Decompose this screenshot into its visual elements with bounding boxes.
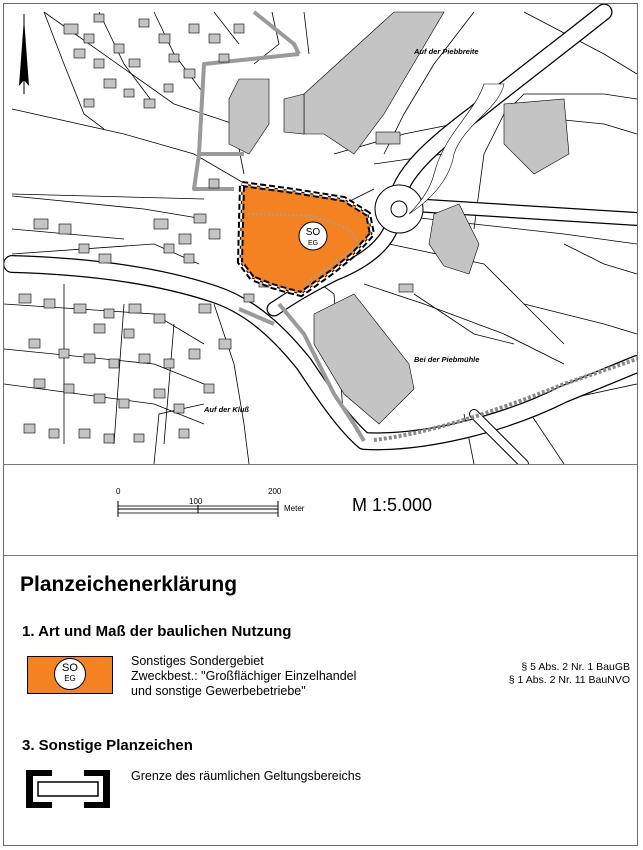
legal-ref-baugb: § 5 Abs. 2 Nr. 1 BauGB	[521, 661, 630, 673]
scale-tick-200: 200	[268, 487, 282, 496]
so-description-line-1: Sonstiges Sondergebiet	[131, 654, 264, 668]
legend-section-3-heading: 3. Sonstige Planzeichen	[22, 737, 193, 754]
scale-unit: Meter	[284, 504, 305, 513]
legal-references	[509, 661, 630, 687]
scale-tick-0: 0	[116, 487, 121, 496]
boundary-symbol	[24, 768, 112, 810]
boundary-description: Grenze des räumlichen Geltungsbereichs	[131, 769, 361, 783]
street-label-piebbreite: Auf der Piebbreite	[414, 47, 479, 56]
site-map	[4, 4, 637, 465]
street-label-piebmuehle: Bei der Piebmühle	[414, 355, 480, 364]
so-description-line-2: Zweckbest.: "Großflächiger Einzelhandel	[131, 669, 357, 683]
zone-marker-so: SO	[305, 227, 321, 238]
so-description-line-3: und sonstige Gewerbebetriebe"	[131, 684, 306, 698]
so-description	[131, 654, 356, 699]
legal-ref-baunvo: § 1 Abs. 2 Nr. 11 BauNVO	[508, 674, 630, 686]
scale-bar-section	[4, 465, 637, 556]
so-symbol-line1: SO	[62, 662, 78, 674]
so-symbol-line2: EG	[64, 674, 76, 683]
so-eg-symbol	[27, 656, 113, 694]
scale-ratio: M 1:5.000	[352, 495, 433, 515]
legend-title: Planzeichenerklärung	[20, 573, 238, 596]
street-label-kluss: Auf der Kluß	[204, 405, 249, 414]
scale-tick-100: 100	[189, 497, 203, 506]
zone-marker-eg: EG	[307, 240, 319, 247]
legend-section-1-heading: 1. Art und Maß der baulichen Nutzung	[22, 623, 292, 640]
